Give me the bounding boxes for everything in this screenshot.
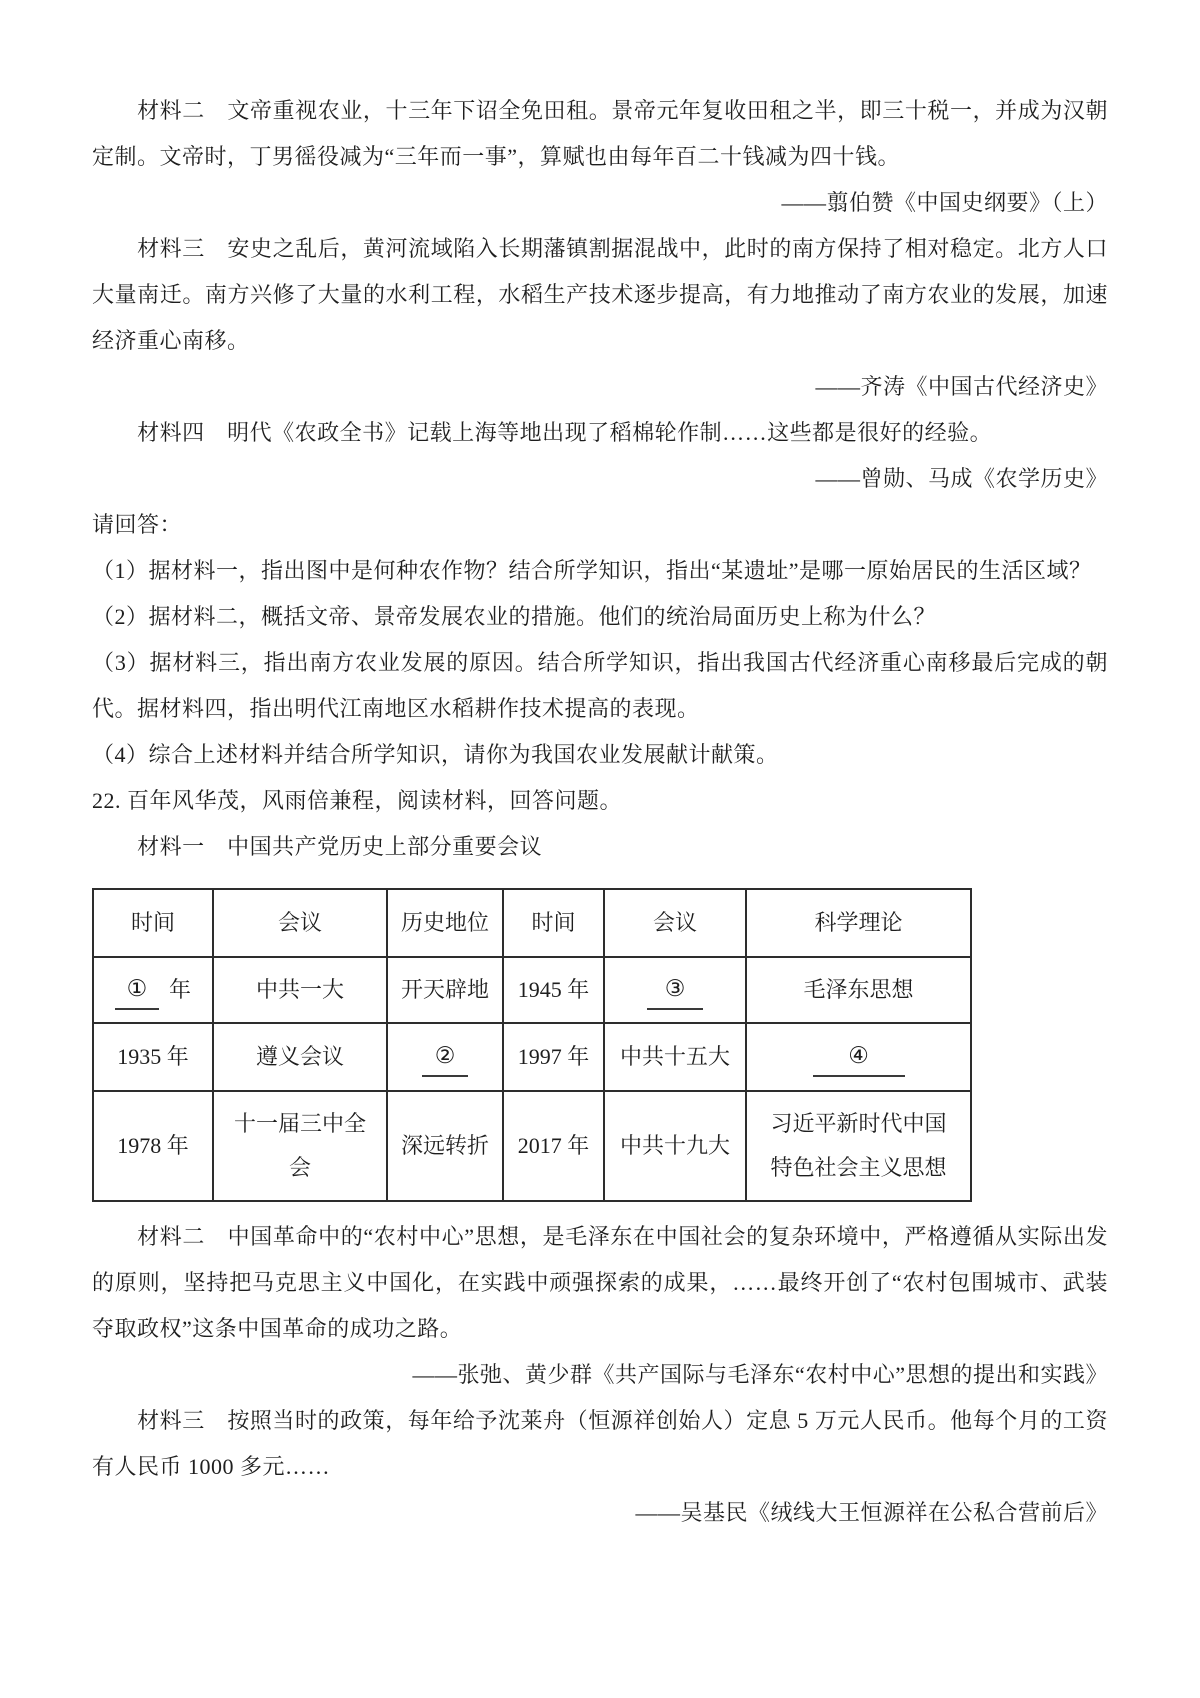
header-meeting-left: 会议 [213, 889, 387, 957]
table-cell: 深远转折 [387, 1091, 503, 1201]
table-cell [213, 1091, 387, 1201]
table-header-row [93, 889, 971, 957]
question-22-intro: 22. 百年风华茂，风雨倍兼程，阅读材料，回答问题。 [92, 788, 623, 813]
material-three-text: 材料三 安史之乱后，黄河流域陷入长期藩镇割据混战中，此时的南方保持了相对稳定。北方人口大量南迁。南方兴修了大量的水利工程，水稻生产技术逐步提高，有力地推动了南方农业的发展，加速经济重心南移。 [92, 236, 1108, 353]
table-cell: 毛泽东思想 [746, 957, 971, 1023]
table-cell [93, 957, 213, 1023]
material-two-source: ——翦伯赞《中国史纲要》（上） [781, 190, 1108, 215]
party-meetings-table [92, 888, 972, 1202]
q22-material-three-text: 材料三 按照当时的政策，每年给予沈莱舟（恒源祥创始人）定息 5 万元人民币。他每个月的工资有人民币 1000 多元…… [92, 1408, 1108, 1479]
header-time-right: 时间 [503, 889, 604, 957]
cell-text: 十一届三中全会 [233, 1111, 366, 1180]
header-meeting-right: 会议 [604, 889, 746, 957]
question-2: （2）据材料二，概括文帝、景帝发展农业的措施。他们的统治局面历史上称为什么？ [92, 604, 937, 629]
fill-in-blank-3: ③ [647, 974, 703, 1010]
table-cell: 中共一大 [213, 957, 387, 1023]
header-historic-status: 历史地位 [387, 889, 503, 957]
table-cell [746, 1091, 971, 1201]
answer-prompt: 请回答： [92, 512, 183, 537]
q22-material-two-text: 材料二 中国革命中的“农村中心”思想，是毛泽东在中国社会的复杂环境中，严格遵循从实际出发的原则，坚持把马克思主义中国化，在实践中顽强探索的成果，……最终开创了“农村包围城市、武装夺取政权”这条中国革命的成功之路。 [92, 1224, 1108, 1341]
table-cell [387, 1023, 503, 1091]
table-row [93, 1023, 971, 1091]
cell-text: 习近平新时代中国特色社会主义思想 [770, 1111, 947, 1180]
header-scientific-theory: 科学理论 [746, 889, 971, 957]
table-cell: 中共十九大 [604, 1091, 746, 1201]
blank-suffix: 年 [168, 977, 191, 1002]
table-cell: 1945 年 [503, 957, 604, 1023]
question-4: （4）综合上述材料并结合所学知识，请你为我国农业发展献计献策。 [92, 742, 779, 767]
q22-material-three-source: ——吴基民《绒线大王恒源祥在公私合营前后》 [635, 1500, 1108, 1525]
material-three-source: ——齐涛《中国古代经济史》 [815, 374, 1108, 399]
table-cell [746, 1023, 971, 1091]
question-1: （1）据材料一，指出图中是何种农作物？结合所学知识，指出“某遗址”是哪一原始居民的生活区域？ [92, 558, 1092, 583]
material-one-caption: 材料一 中国共产党历史上部分重要会议 [137, 834, 543, 859]
table-row [93, 1091, 971, 1201]
table-cell: 中共十五大 [604, 1023, 746, 1091]
table-cell: 遵义会议 [213, 1023, 387, 1091]
table-cell: 1935 年 [93, 1023, 213, 1091]
material-two-text: 材料二 文帝重视农业，十三年下诏全免田租。景帝元年复收田租之半，即三十税一，并成为汉朝定制。文帝时，丁男徭役减为“三年而一事”，算赋也由每年百二十钱减为四十钱。 [92, 98, 1108, 169]
fill-in-blank-4: ④ [813, 1041, 905, 1077]
table-cell: 1997 年 [503, 1023, 604, 1091]
table-cell: 1978 年 [93, 1091, 213, 1201]
question-3: （3）据材料三，指出南方农业发展的原因。结合所学知识，指出我国古代经济重心南移最后完成的朝代。据材料四，指出明代江南地区水稻耕作技术提高的表现。 [92, 650, 1108, 721]
fill-in-blank-1: ① [115, 974, 159, 1010]
material-four-source: ——曾勋、马成《农学历史》 [815, 466, 1108, 491]
table-cell: 开天辟地 [387, 957, 503, 1023]
q22-material-two-source: ——张弛、黄少群《共产国际与毛泽东“农村中心”思想的提出和实践》 [412, 1362, 1108, 1387]
material-four-text: 材料四 明代《农政全书》记载上海等地出现了稻棉轮作制……这些都是很好的经验。 [137, 420, 993, 445]
fill-in-blank-2: ② [422, 1041, 468, 1077]
header-time-left: 时间 [93, 889, 213, 957]
table-cell [604, 957, 746, 1023]
table-cell: 2017 年 [503, 1091, 604, 1201]
table-row [93, 957, 971, 1023]
